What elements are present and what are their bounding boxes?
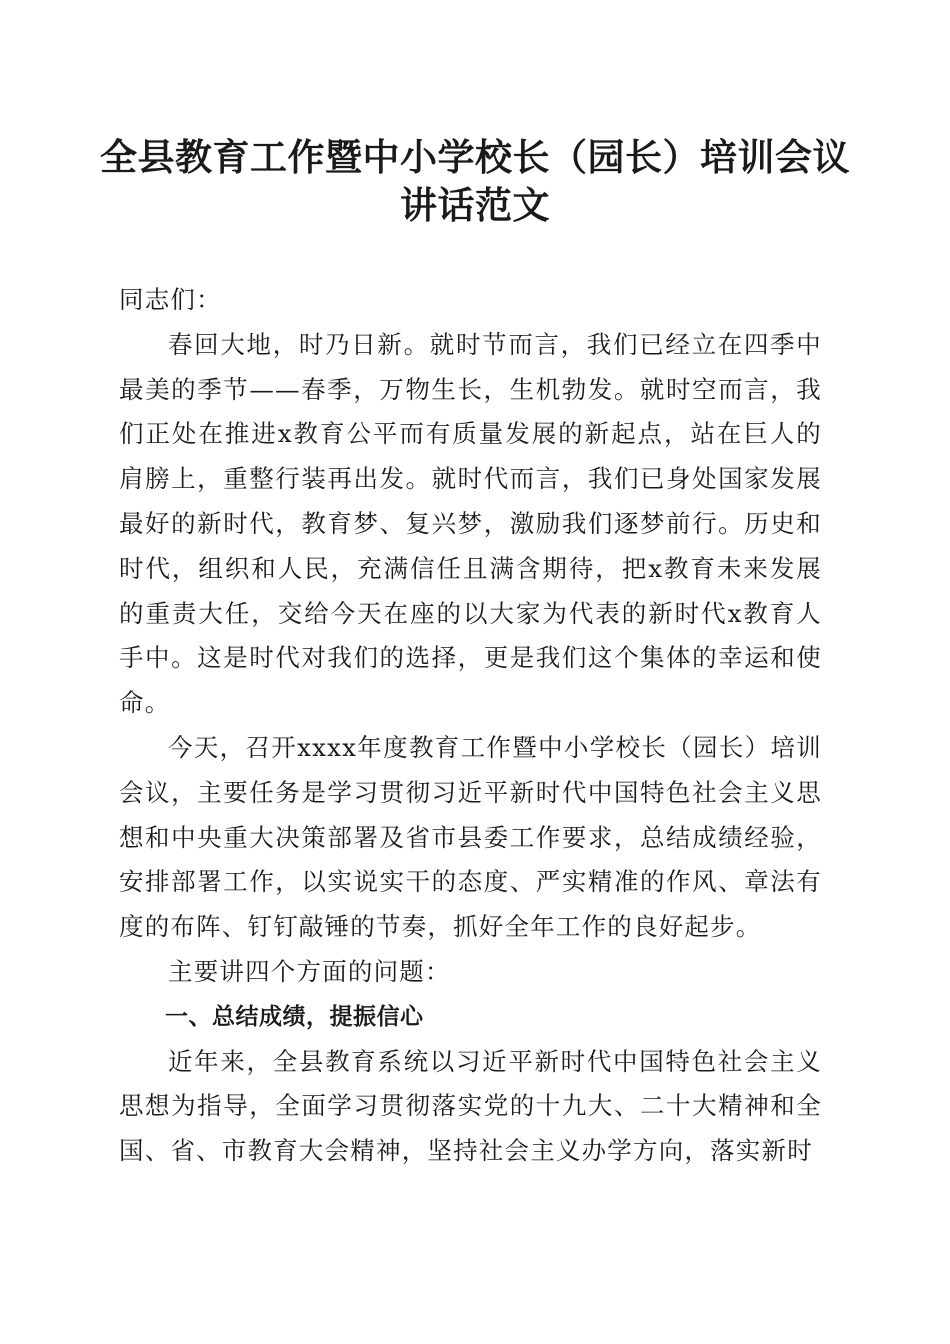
paragraph-opening: 春回大地，时乃日新。就时节而言，我们已经立在四季中最美的季节——春季，万物生长，生机勃发。就时空而言，我们正处在推进x教育公平而有质量发展的新起点，站在巨人的肩膀上，重整行装再出发。就时代而言，我们已身处国家发展最好的新时代，教育梦、复兴梦，激励我们逐梦前行。历史和时代，组织和人民，充满信任且满含期待，把x教育未来发展的重责大任，交给今天在座的以大家为代表的新时代x教育人手中。这是时代对我们的选择，更是我们这个集体的幸运和使命。 <box>119 329 822 718</box>
paragraph-outline: 主要讲四个方面的问题： <box>168 956 451 986</box>
document-title <box>100 133 850 229</box>
title-line-2: 讲话范文 <box>400 183 550 227</box>
document-body <box>119 278 822 1174</box>
paragraph-purpose: 今天，召开xxxx年度教育工作暨中小学校长（园长）培训会议，主要任务是学习贯彻习近平新时代中国特色社会主义思想和中央重大决策部署及省市县委工作要求，总结成绩经验，安排部署工作，以实说实干的态度、严实精准的作风、章法有度的布阵、钉钉敲锤的节奏，抓好全年工作的良好起步。 <box>119 732 822 942</box>
paragraph-section-1: 近年来，全县教育系统以习近平新时代中国特色社会主义思想为指导，全面学习贯彻落实党的十九大、二十大精神和全国、省、市教育大会精神，坚持社会主义办学方向，落实新时 <box>119 1046 822 1166</box>
section-heading: 一、总结成绩，提振信心 <box>165 1003 424 1030</box>
salutation: 同志们： <box>119 285 222 314</box>
title-line-1: 全县教育工作暨中小学校长（园长）培训会议 <box>100 135 850 179</box>
